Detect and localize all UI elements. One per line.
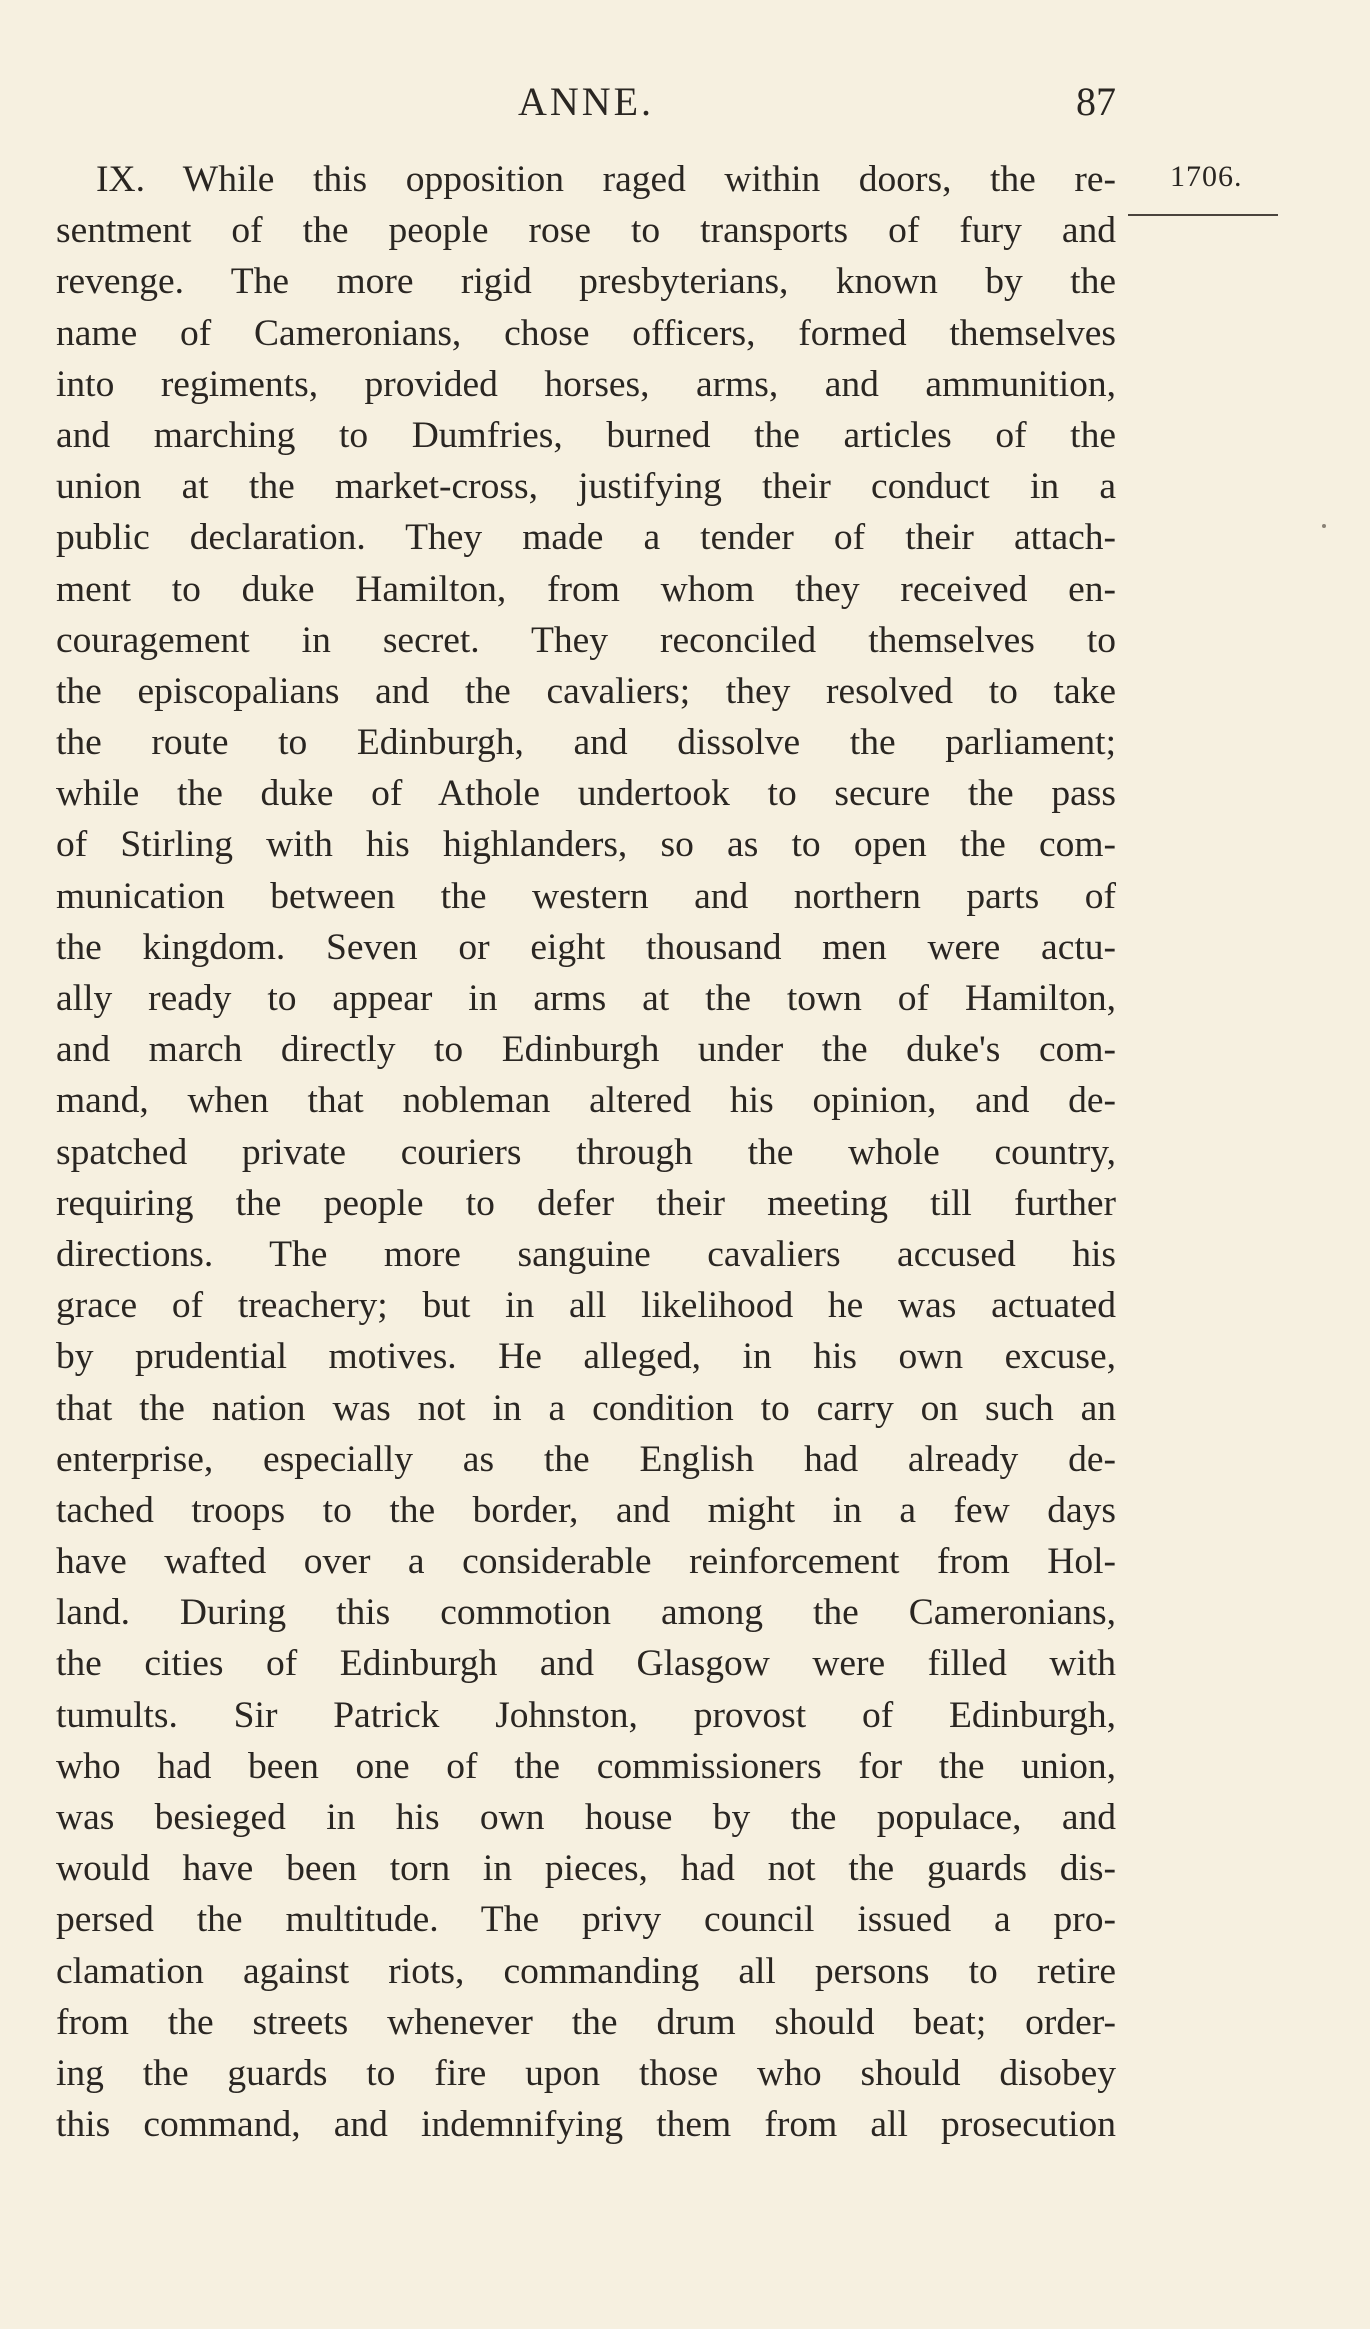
text-line: mand, when that nobleman altered his opinion, and de- bbox=[56, 1080, 1116, 1122]
text-line: tached troops to the border, and might in a few days bbox=[56, 1489, 1116, 1531]
text-line: that the nation was not in a condition to carry on such an bbox=[56, 1387, 1116, 1429]
text-line: ment to duke Hamilton, from whom they received en- bbox=[56, 568, 1116, 610]
text-line: couragement in secret. They reconciled themselves to bbox=[56, 619, 1116, 661]
text-line: the cities of Edinburgh and Glasgow were filled with bbox=[56, 1643, 1116, 1685]
text-line: union at the market-cross, justifying their conduct in a bbox=[56, 466, 1116, 508]
text-line: enterprise, especially as the English had already de- bbox=[56, 1438, 1116, 1480]
text-line: ally ready to appear in arms at the town of Hamilton, bbox=[56, 978, 1116, 1019]
text-line: the route to Edinburgh, and dissolve the parliament; bbox=[56, 722, 1116, 764]
running-title: ANNE. bbox=[517, 79, 655, 124]
text-line: clamation against riots, commanding all persons to retire bbox=[56, 1950, 1116, 1992]
text-line: spatched private couriers through the whole country, bbox=[56, 1131, 1116, 1173]
text-line: from the streets whenever the drum should beat; order- bbox=[56, 2001, 1116, 2043]
margin-rule bbox=[1128, 214, 1278, 216]
text-line: by prudential motives. He alleged, in his own excuse, bbox=[56, 1336, 1116, 1378]
page-number: 87 bbox=[1076, 79, 1116, 124]
text-line: into regiments, provided horses, arms, and ammunition, bbox=[56, 363, 1116, 405]
text-line: name of Cameronians, chose officers, formed themselves bbox=[56, 312, 1116, 354]
text-line: IX. While this opposition raged within doors, the re- bbox=[96, 159, 1116, 200]
text-line: requiring the people to defer their meeting till further bbox=[56, 1182, 1116, 1224]
text-line: and march directly to Edinburgh under the duke's com- bbox=[56, 1029, 1116, 1071]
text-line: the episcopalians and the cavaliers; they resolved to take bbox=[56, 670, 1116, 712]
text-line: have wafted over a considerable reinforcement from Hol- bbox=[56, 1541, 1116, 1583]
text-line: and marching to Dumfries, burned the articles of the bbox=[56, 414, 1116, 456]
text-line: of Stirling with his highlanders, so as to open the com- bbox=[56, 824, 1116, 866]
text-line: sentment of the people rose to transports of fury and bbox=[56, 210, 1116, 252]
text-line: public declaration. They made a tender of their attach- bbox=[56, 517, 1116, 559]
text-line: who had been one of the commissioners for the union, bbox=[56, 1745, 1116, 1787]
body-text bbox=[56, 154, 1116, 2150]
text-line: munication between the western and northern parts of bbox=[56, 875, 1116, 917]
print-speck bbox=[1322, 524, 1326, 528]
text-line: persed the multitude. The privy council issued a pro- bbox=[56, 1899, 1116, 1941]
text-line: grace of treachery; but in all likelihood he was actuated bbox=[56, 1285, 1116, 1327]
running-head bbox=[56, 72, 1116, 132]
margin-year-note: 1706. bbox=[1170, 160, 1243, 193]
text-line: while the duke of Athole undertook to secure the pass bbox=[56, 773, 1116, 815]
text-line: ing the guards to fire upon those who should disobey bbox=[56, 2052, 1116, 2094]
text-line: land. During this commotion among the Cameronians, bbox=[56, 1592, 1116, 1634]
text-line: revenge. The more rigid presbyterians, known by the bbox=[56, 261, 1116, 303]
text-line: the kingdom. Seven or eight thousand men were actu- bbox=[56, 926, 1116, 968]
text-line: would have been torn in pieces, had not the guards dis- bbox=[56, 1848, 1116, 1890]
text-line: this command, and indemnifying them from all prosecution bbox=[56, 2104, 1116, 2146]
text-line: directions. The more sanguine cavaliers accused his bbox=[56, 1233, 1116, 1275]
text-line: tumults. Sir Patrick Johnston, provost of Edinburgh, bbox=[56, 1694, 1116, 1736]
text-line: was besieged in his own house by the populace, and bbox=[56, 1797, 1116, 1838]
